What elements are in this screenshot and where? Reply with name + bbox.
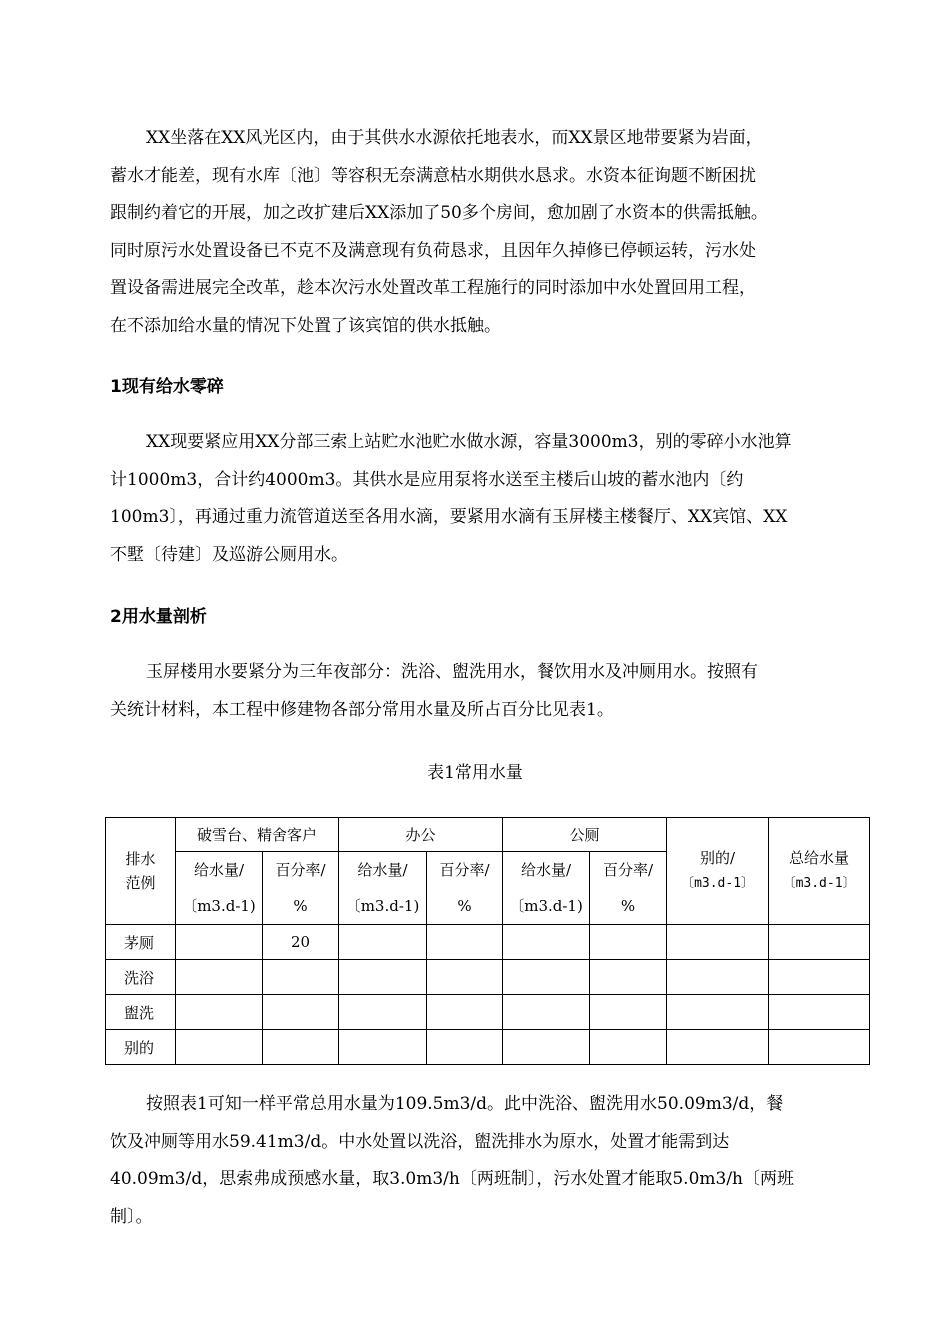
cell xyxy=(590,925,667,960)
cell xyxy=(339,995,427,1030)
cell xyxy=(667,995,769,1030)
subheader-supply: 给水量/ 〔m3.d-1) xyxy=(503,852,590,925)
cell xyxy=(503,1030,590,1065)
intro-line: 置设备需进展完全改革，趁本次污水处置改革工程施行的同时添加中水处置回用工程， xyxy=(110,278,756,298)
cell xyxy=(667,960,769,995)
intro-paragraph xyxy=(110,120,865,345)
section2-line: 关统计材料，本工程中修建物各部分常用水量及所占百分比见表1。 xyxy=(110,699,614,720)
intro-line: 同时原污水处置设备已不克不及满意现有负荷恳求，且因年久掉修已停顿运转，污水处 xyxy=(110,240,756,261)
cell xyxy=(427,925,503,960)
header-other: 别的/ 〔m3.d-1〕 xyxy=(667,818,769,925)
header-total: 总给水量 〔m3.d-1〕 xyxy=(769,818,870,925)
header-group1: 破雪台、精舍客户 xyxy=(176,818,339,852)
cell xyxy=(427,960,503,995)
cell xyxy=(263,960,339,995)
conclusion-line: 饮及冲厕等用水59.41m3/d。中水处置以洗浴，盥洗排水为原水，处置才能需到达 xyxy=(110,1131,730,1152)
row-type: 盥洗 xyxy=(106,995,176,1030)
cell xyxy=(769,960,870,995)
cell xyxy=(769,995,870,1030)
cell xyxy=(503,960,590,995)
cell xyxy=(263,995,339,1030)
cell: 20 xyxy=(263,925,339,960)
section2-paragraph xyxy=(110,654,865,729)
subheader-percent: 百分率/ % xyxy=(427,852,503,925)
subheader-supply: 给水量/ 〔m3.d-1) xyxy=(176,852,263,925)
cell xyxy=(590,960,667,995)
intro-line: 蓄水才能差，现有水库〔池〕等容积无奈满意枯水期供水恳求。水资本征询题不断困扰 xyxy=(110,165,756,186)
cell xyxy=(339,925,427,960)
conclusion-line: 按照表1可知一样平常总用水量为109.5m3/d。此中洗浴、盥洗用水50.09m3/d，餐 xyxy=(146,1094,784,1114)
section2-heading: 2用水量剖析 xyxy=(110,607,207,627)
cell xyxy=(176,995,263,1030)
section2-line: 玉屏楼用水要紧分为三年夜部分：洗浴、盥洗用水，餐饮用水及冲厕用水。按照有 xyxy=(146,662,758,682)
header-range: 排水范例 xyxy=(106,818,176,925)
section1-line: 计1000m3，合计约4000m3。其供水是应用泵将水送至主楼后山坡的蓄水池内〔约 xyxy=(110,469,744,490)
cell xyxy=(176,925,263,960)
section1-line: 不墅〔待建〕及巡游公厕用水。 xyxy=(110,544,348,565)
cell xyxy=(176,1030,263,1065)
cell xyxy=(667,1030,769,1065)
table-caption: 表1常用水量 xyxy=(427,763,523,783)
cell xyxy=(339,960,427,995)
intro-line: XX坐落在XX风光区内，由于其供水水源依托地表水，而XX景区地带要紧为岩面， xyxy=(146,128,763,148)
subheader-percent: 百分率/ % xyxy=(590,852,667,925)
section1-heading: 1现有给水零碎 xyxy=(110,377,224,397)
intro-line: 在不添加给水量的情况下处置了该宾馆的供水抵触。 xyxy=(110,315,501,336)
cell xyxy=(263,1030,339,1065)
table-row xyxy=(106,995,870,1030)
table-row xyxy=(106,960,870,995)
table-header-row xyxy=(106,818,870,852)
cell xyxy=(667,925,769,960)
conclusion-paragraph xyxy=(110,1086,865,1236)
cell xyxy=(769,1030,870,1065)
conclusion-line: 40.09m3/d，思索弗成预感水量，取3.0m3/h〔两班制〕，污水处置才能取5.0m3/h〔两班 xyxy=(110,1169,795,1189)
table-row xyxy=(106,1030,870,1065)
row-type: 洗浴 xyxy=(106,960,176,995)
cell xyxy=(769,925,870,960)
conclusion-line: 制〕。 xyxy=(110,1206,153,1227)
cell xyxy=(339,1030,427,1065)
subheader-percent: 百分率/ % xyxy=(263,852,339,925)
subheader-supply: 给水量/ 〔m3.d-1) xyxy=(339,852,427,925)
header-group3: 公厕 xyxy=(503,818,667,852)
cell xyxy=(590,995,667,1030)
cell xyxy=(176,960,263,995)
cell xyxy=(503,925,590,960)
header-group2: 办公 xyxy=(339,818,503,852)
section1-line: 100m3〕，再通过重力流管道送至各用水滴，要紧用水滴有玉屏楼主楼餐厅、XX宾馆、XX xyxy=(110,507,788,527)
water-usage-table xyxy=(105,817,870,1065)
row-type: 茅厕 xyxy=(106,925,176,960)
section1-line: XX现要紧应用XX分部三索上站贮水池贮水做水源，容量3000m3，别的零碎小水池算 xyxy=(146,432,792,452)
cell xyxy=(427,995,503,1030)
row-type: 别的 xyxy=(106,1030,176,1065)
cell xyxy=(590,1030,667,1065)
cell xyxy=(503,995,590,1030)
section1-paragraph xyxy=(110,424,865,574)
intro-line: 跟制约着它的开展，加之改扩建后XX添加了50多个房间，愈加剧了水资本的供需抵触。 xyxy=(110,203,768,223)
cell xyxy=(427,1030,503,1065)
table-row xyxy=(106,925,870,960)
